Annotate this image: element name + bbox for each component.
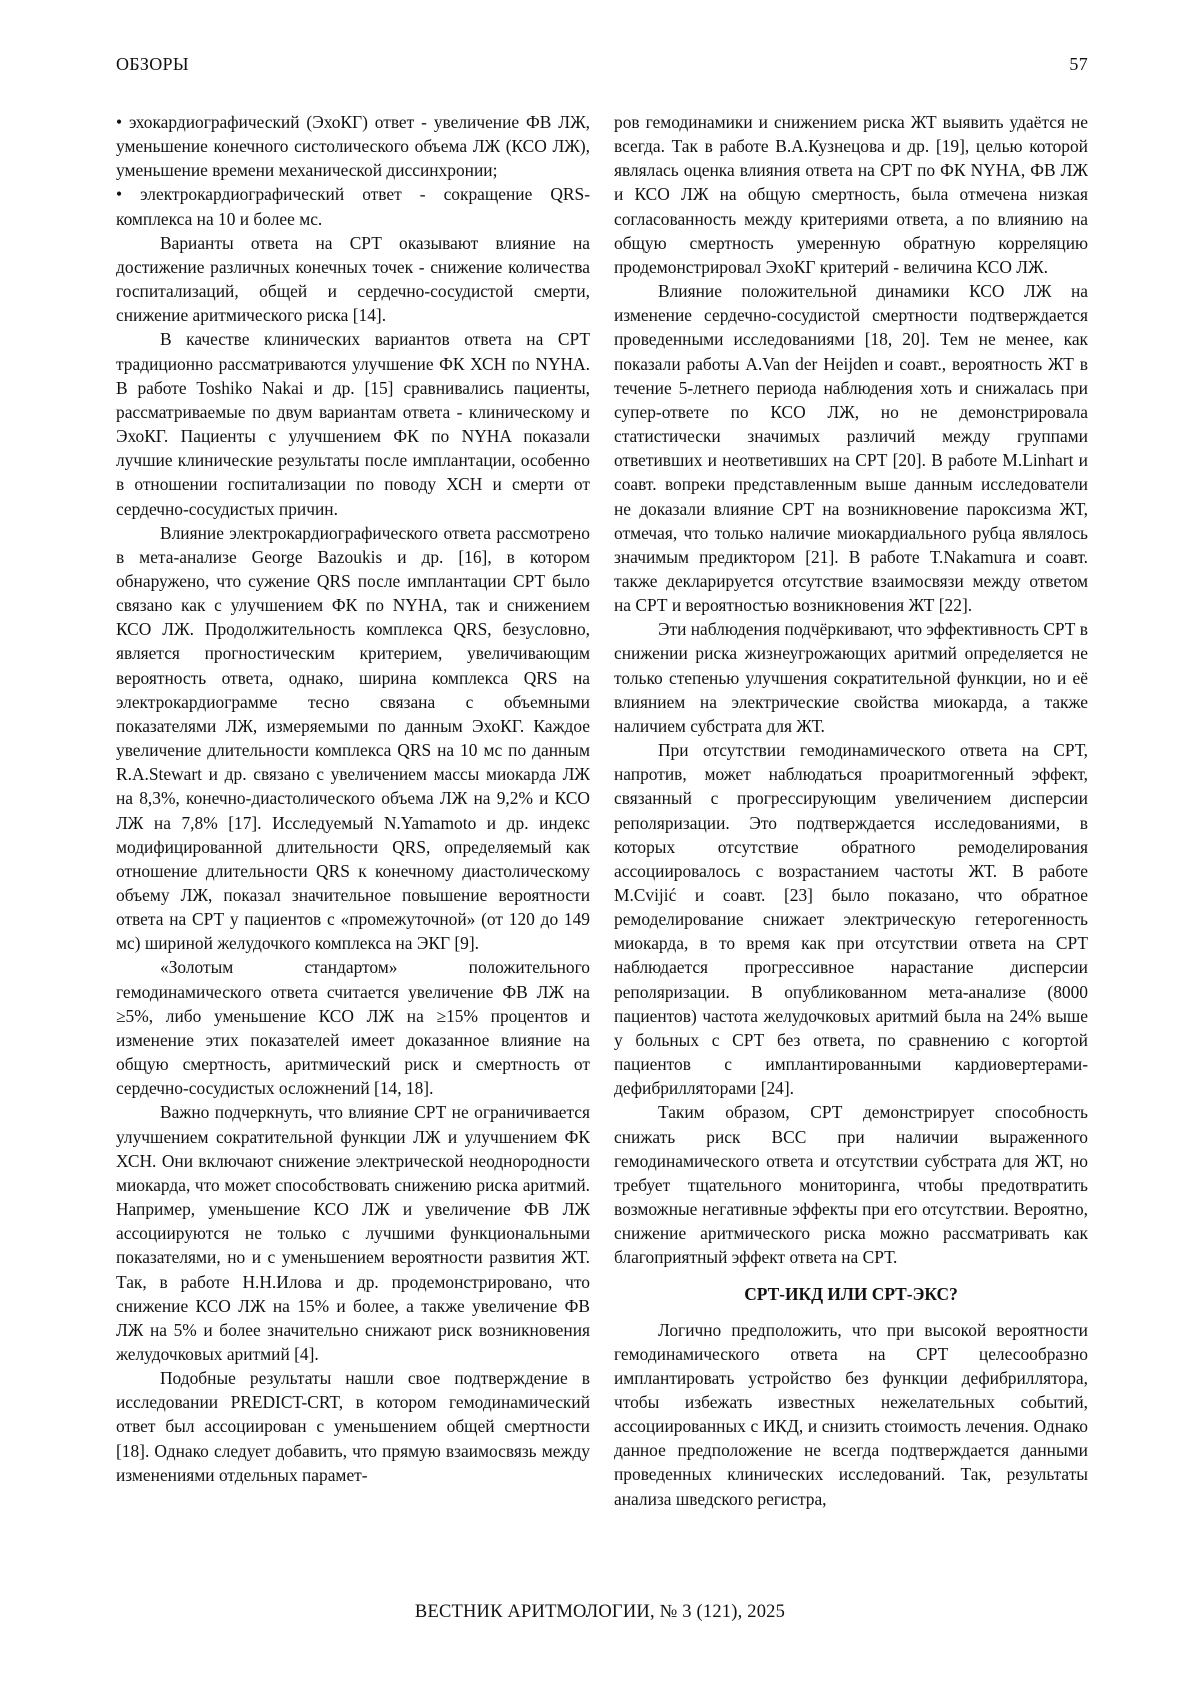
left-column <box>116 110 590 1487</box>
page-header <box>116 54 1088 78</box>
paragraph: Влияние положительной динамики КСО ЛЖ на изменение сердечно-сосудистой смертности подтверждается проведенными исследованиями [18, 20]. Тем не менее, как показали работы A.Van der Heijden и соавт., вероятность ЖТ в течение 5-летнего периода наблюдения хоть и снижалась при супер-ответе по КСО ЛЖ, но не демонстрировала статистически значимых различий между группами ответивших и неответивших на СРТ [20]. В работе M.Linhart и соавт. вопреки представленным выше данным исследователи не доказали влияние СРТ на возникновение пароксизма ЖТ, отмечая, что только наличие миокардиального рубца являлось значимым предиктором [21]. В работе T.Nakamura и соавт. также декларируется отсутствие взаимосвязи между ответом на СРТ и вероятностью возникновения ЖТ [22]. <box>614 281 1088 616</box>
paragraph: Подобные результаты нашли свое подтверждение в исследовании PREDICT-CRT, в котором гемодинамический ответ был ассоциирован с уменьшением общей смертности [18]. Однако следует добавить, что прямую взаимосвязь между изменениями отдельных парамет- <box>116 1368 590 1485</box>
bullet-echo-response: • эхокардиографический (ЭхоКГ) ответ - увеличение ФВ ЛЖ, уменьшение конечного систолического объема ЛЖ (КСО ЛЖ), уменьшение времени механической диссинхронии; <box>116 112 590 181</box>
paragraph: При отсутствии гемодинамического ответа на СРТ, напротив, может наблюдаться проаритмогенный эффект, связанный с прогрессирующим увеличением дисперсии реполяризации. Это подтверждается исследованиями, в которых отсутствие обратного ремоделирования ассоциировалось с возрастанием частоты ЖТ. В работе M.Cvijić и соавт. [23] было показано, что обратное ремоделирование снижает электрическую гетерогенность миокарда, в то время как при отсутствии ответа на СРТ наблюдается прогрессивное нарастание дисперсии реполяризации. В опубликованном мета-анализе (8000 пациентов) частота желудочковых аритмий была на 24% выше у больных с СРТ без ответа, по сравнению с когортой пациентов с имплантированными кардиовертерами-дефибрилляторами [24]. <box>614 740 1088 1099</box>
paragraph: Важно подчеркнуть, что влияние СРТ не ограничивается улучшением сократительной функции ЛЖ и улучшением ФК ХСН. Они включают снижение электрической неоднородности миокарда, что может способствовать снижению риска аритмий. Например, уменьшение КСО ЛЖ и увеличение ФВ ЛЖ ассоциируются не только с лучшими функциональными показателями, но и с уменьшением вероятности развития ЖТ. Так, в работе Н.Н.Илова и др. продемонстрировано, что снижение КСО ЛЖ на 15% и более, а также увеличение ФВ ЛЖ на 5% и более значительно снижают риск возникновения желудочковых аритмий [4]. <box>116 1102 590 1364</box>
journal-footer: ВЕСТНИК АРИТМОЛОГИИ, № 3 (121), 2025 <box>414 1602 786 1622</box>
paragraph: В качестве клинических вариантов ответа на СРТ традиционно рассматриваются улучшение ФК ХСН по NYHA. В работе Toshiko Nakai и др. [15] сравнивались пациенты, рассматриваемые по двум вариантам ответа - клиническому и ЭхоКГ. Пациенты с улучшением ФК по NYHA показали лучшие клинические результаты после имплантации, особенно в отношении госпитализации по поводу ХСН и смерти от сердечно-сосудистых причин. <box>116 329 590 519</box>
page-number: 57 <box>1069 54 1088 74</box>
paragraph: Влияние электрокардиографического ответа рассмотрено в мета-анализе George Bazoukis и др. [16], в котором обнаружено, что сужение QRS после имплантации СРТ было связано как с улучшением ФК по NYHA, так и снижением КСО ЛЖ. Продолжительность комплекса QRS, безусловно, является прогностическим критерием, увеличивающим вероятность ответа, однако, ширина комплекса QRS на электрокардиограмме тесно связана с объемными показателями ЛЖ, измеряемыми по данным ЭхоКГ. Каждое увеличение длительности комплекса QRS на 10 мс по данным R.A.Stewart и др. связано с увеличением массы миокарда ЛЖ на 8,3%, конечно-диастолического объема ЛЖ на 9,2% и КСО ЛЖ на 7,8% [17]. Исследуемый N.Yamamoto и др. индекс модифицированной длительности QRS, определяемый как отношение длительности QRS к конечному диастолическому объему ЛЖ, показал значительное повышение вероятности ответа на СРТ у пациентов с «промежуточной» (от 120 до 149 мс) шириной желудочкого комплекса на ЭКГ [9]. <box>116 522 590 954</box>
paragraph: Варианты ответа на СРТ оказывают влияние на достижение различных конечных точек - снижение количества госпитализаций, общей и сердечно-сосудистой смерти, снижение аритмического риска [14]. <box>116 232 590 326</box>
section-title: ОБЗОРЫ <box>116 54 189 74</box>
right-column <box>614 110 1088 1511</box>
paragraph: «Золотым стандартом» положительного гемодинамического ответа считается увеличение ФВ ЛЖ на ≥5%, либо уменьшение КСО ЛЖ на ≥15% процентов и изменение этих показателей имеет доказанное влияние на общую смертность, аритмический риск и смертность от сердечно-сосудистых осложнений [14, 18]. <box>116 957 590 1099</box>
paragraph-continued: ров гемодинамики и снижением риска ЖТ выявить удаётся не всегда. Так в работе В.А.Кузнецова и др. [19], целью которой являлась оценка влияния ответа на СРТ по ФК NYHA, ФВ ЛЖ и КСО ЛЖ на общую смертность, была отмечена низкая согласованность между критериями ответа, а по влиянию на общую смертность умеренную обратную корреляцию продемонстрировал ЭхоКГ критерий - величина КСО ЛЖ. <box>614 112 1088 277</box>
section-heading: СРТ-ИКД ИЛИ СРТ-ЭКС? <box>744 1283 958 1304</box>
bullet-ecg-response: • электрокардиографический ответ - сокращение QRS-комплекса на 10 и более мс. <box>116 184 590 229</box>
paragraph: Логично предположить, что при высокой вероятности гемодинамического ответа на СРТ целесообразно имплантировать устройство без функции дефибриллятора, чтобы избежать известных нежелательных событий, ассоциированных с ИКД, и снизить стоимость лечения. Однако данное предположение не всегда подтверждается данными проведенных клинических исследований. Так, результаты анализа шведского регистра, <box>614 1319 1088 1509</box>
paragraph: Эти наблюдения подчёркивают, что эффективность СРТ в снижении риска жизнеугрожающих аритмий определяется не только степенью улучшения сократительной функции, но и её влиянием на электрические свойства миокарда, а также наличием субстрата для ЖТ. <box>614 619 1088 736</box>
paragraph: Таким образом, СРТ демонстрирует способность снижать риск ВСС при наличии выраженного гемодинамического ответа и отсутствии субстрата для ЖТ, но требует тщательного мониторинга, чтобы предотвратить возможные негативные эффекты при его отсутствии. Вероятно, снижение аритмического риска можно рассматривать как благоприятный эффект ответа на СРТ. <box>614 1102 1088 1268</box>
